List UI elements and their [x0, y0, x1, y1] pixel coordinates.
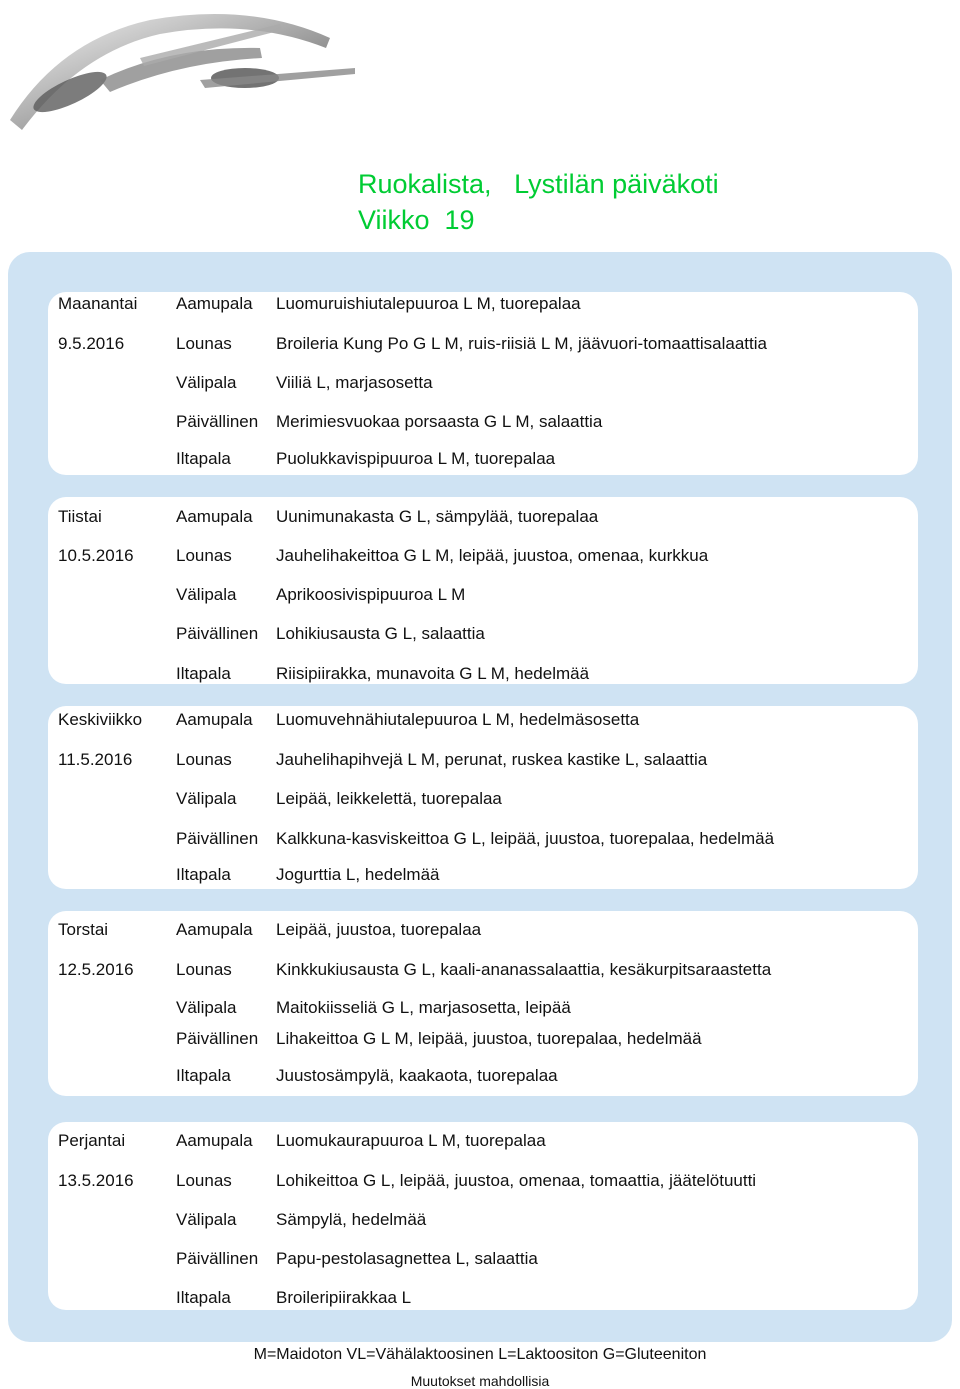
- meal-type: Lounas: [176, 750, 232, 769]
- day-date: 11.5.2016: [58, 750, 133, 769]
- day-date: 12.5.2016: [58, 960, 134, 979]
- meal-type: Välipala: [176, 1210, 237, 1229]
- meal-type: Iltapala: [176, 1066, 231, 1085]
- meal-description: Jogurttia L, hedelmää: [276, 865, 440, 884]
- meal-type: Iltapala: [176, 1288, 231, 1307]
- meal-type: Päivällinen: [176, 624, 259, 643]
- week-label: Viikko 19: [358, 205, 475, 235]
- meal-description: Lihakeittoa G L M, leipää, juustoa, tuorepalaa, hedelmää: [276, 1029, 702, 1048]
- meal-type: Lounas: [176, 960, 232, 979]
- meal-type: Päivällinen: [176, 829, 259, 848]
- meal-description: Riisipiirakka, munavoita G L M, hedelmää: [276, 664, 590, 683]
- meal-type: Lounas: [176, 1171, 232, 1190]
- cutlery-icon: [0, 0, 360, 150]
- meal-description: Broileria Kung Po G L M, ruis-riisiä L M, jäävuori-tomaattisalaattia: [276, 334, 767, 353]
- meal-description: Jauhelihapihvejä L M, perunat, ruskea kastike L, salaattia: [276, 750, 708, 769]
- meal-description: Aprikoosivispipuuroa L M: [276, 585, 466, 604]
- meal-type: Aamupala: [176, 507, 253, 526]
- meal-type: Aamupala: [176, 294, 253, 313]
- day-name: Keskiviikko: [58, 710, 143, 729]
- diet-legend: M=Maidoton VL=Vähälaktoosinen L=Laktoositon G=Gluteeniton: [253, 1346, 707, 1363]
- meal-description: Puolukkavispipuuroa L M, tuorepalaa: [276, 449, 556, 468]
- meal-type: Päivällinen: [176, 412, 259, 431]
- meal-description: Maitokiisseliä G L, marjasosetta, leipää: [276, 998, 571, 1017]
- meal-description: Leipää, juustoa, tuorepalaa: [276, 920, 482, 939]
- day-name: Perjantai: [58, 1131, 126, 1150]
- meal-description: Luomukaurapuuroa L M, tuorepalaa: [276, 1131, 546, 1150]
- meal-type: Välipala: [176, 789, 237, 808]
- meal-type: Lounas: [176, 334, 232, 353]
- meal-description: Kalkkuna-kasviskeittoa G L, leipää, juustoa, tuorepalaa, hedelmää: [276, 829, 775, 848]
- day-name: Torstai: [58, 920, 109, 939]
- meal-description: Jauhelihakeittoa G L M, leipää, juustoa, omenaa, kurkkua: [276, 546, 709, 565]
- day-date: 13.5.2016: [58, 1171, 134, 1190]
- meal-type: Iltapala: [176, 865, 231, 884]
- meal-description: Luomuruishiutalepuuroa L M, tuorepalaa: [276, 294, 581, 313]
- meal-type: Välipala: [176, 998, 237, 1017]
- day-date: 9.5.2016: [58, 334, 125, 353]
- meal-description: Juustosämpylä, kaakaota, tuorepalaa: [276, 1066, 558, 1085]
- meal-description: Merimiesvuokaa porsaasta G L M, salaattia: [276, 412, 603, 431]
- meal-description: Broileripiirakkaa L: [276, 1288, 412, 1307]
- meal-type: Iltapala: [176, 664, 231, 683]
- day-name: Maanantai: [58, 294, 138, 313]
- page-title: Ruokalista, Lystilän päiväkoti: [358, 169, 719, 199]
- meal-type: Iltapala: [176, 449, 231, 468]
- changes-note: Muutokset mahdollisia: [410, 1373, 550, 1389]
- meal-description: Sämpylä, hedelmää: [276, 1210, 427, 1229]
- meal-type: Välipala: [176, 585, 237, 604]
- meal-description: Leipää, leikkelettä, tuorepalaa: [276, 789, 502, 808]
- day-date: 10.5.2016: [58, 546, 134, 565]
- title-block: [358, 166, 719, 238]
- meal-type: Välipala: [176, 373, 237, 392]
- meal-type: Lounas: [176, 546, 232, 565]
- meal-description: Lohikiusausta G L, salaattia: [276, 624, 485, 643]
- meal-type: Päivällinen: [176, 1029, 259, 1048]
- meal-description: Luomuvehnähiutalepuuroa L M, hedelmäsosetta: [276, 710, 640, 729]
- meal-description: Lohikeittoa G L, leipää, juustoa, omenaa, tomaattia, jäätelötuutti: [276, 1171, 757, 1190]
- meal-type: Päivällinen: [176, 1249, 259, 1268]
- meal-type: Aamupala: [176, 710, 253, 729]
- meal-description: Kinkkukiusausta G L, kaali-ananassalaattia, kesäkurpitsaraastetta: [276, 960, 772, 979]
- meal-description: Uunimunakasta G L, sämpylää, tuorepalaa: [276, 507, 599, 526]
- meal-description: Viiliä L, marjasosetta: [276, 373, 433, 392]
- meal-description: Papu-pestolasagnettea L, salaattia: [276, 1249, 538, 1268]
- meal-type: Aamupala: [176, 1131, 253, 1150]
- meal-type: Aamupala: [176, 920, 253, 939]
- day-name: Tiistai: [58, 507, 102, 526]
